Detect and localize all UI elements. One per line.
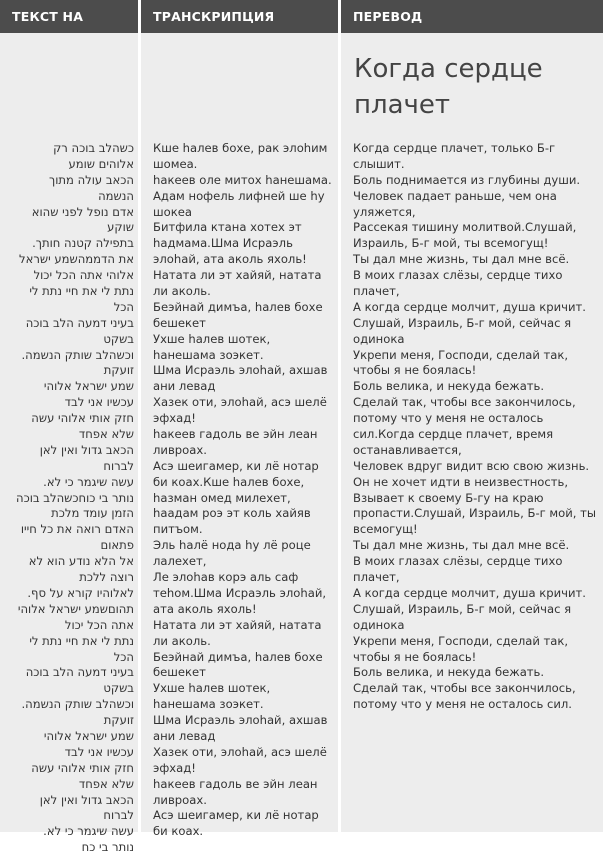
transcription-line: Ле элоhав корэ аль саф <box>153 570 299 585</box>
transcription-line: теhом.Шма Исраэль элоhай, <box>153 585 327 600</box>
translation-line: одинока <box>353 331 405 346</box>
transcription-line: шомеа. <box>153 156 198 171</box>
translation-line: одинока <box>353 617 405 632</box>
hebrew-line: לברוח <box>103 458 134 473</box>
translation-line: потому что у меня не осталось сил. <box>353 697 572 712</box>
hebrew-line: הכאב עולה מתוך <box>49 172 134 187</box>
transcription-line: hакеев оле митох hанешама. <box>153 172 332 187</box>
header-transcription: ТРАНСКРИПЦИЯ <box>141 0 338 33</box>
hebrew-line: הנשמה <box>98 188 134 203</box>
hebrew-line: זועקת <box>103 363 134 378</box>
hebrew-line: בשקט <box>103 681 134 696</box>
hebrew-line: לאלוהיו קורא על סף. <box>27 585 134 600</box>
hebrew-line: כשהלב בוכה רק <box>53 141 134 155</box>
hebrew-line: הכל <box>113 649 134 664</box>
hebrew-line: עכשיו אני לבד <box>64 744 134 759</box>
translation-line: Боль велика, и некуда бежать. <box>353 665 545 680</box>
transcription-line: Хазек оти, элоhай, асэ шелё <box>153 744 327 759</box>
transcription-line: питъом. <box>153 522 203 537</box>
transcription-line: Шма Исраэль элоhай, ахшав <box>153 713 328 728</box>
hebrew-line: הזמן עומד מלכת <box>51 506 134 521</box>
hebrew-line: עכשיו אני לבד <box>64 395 134 410</box>
transcription-line: эфхад! <box>153 411 196 426</box>
translation-line: Взывает к своему Б-гу на краю <box>353 490 544 505</box>
transcription-line: ли аколь. <box>153 284 211 299</box>
translation-line: чтобы я не боялась! <box>353 363 477 378</box>
hebrew-line: אל הלא נודע הוא לא <box>28 554 134 569</box>
translation-line: Сделай так, чтобы все закончилось, <box>353 395 576 410</box>
hebrew-line: בעיני דמעה הלב בוכה <box>25 665 134 680</box>
hebrew-line: עשה שיגמר כי לא. <box>43 474 134 489</box>
transcription-line: ани левад <box>153 728 216 743</box>
hebrew-line: חזק אותי אלוהי עשה <box>31 760 134 775</box>
hebrew-line: אתה הכל יכול <box>64 617 134 632</box>
hebrew-line: נתת לי את חיי נתת לי <box>29 284 134 299</box>
translation-line: Человек вдруг видит всю свою жизнь. <box>353 458 590 473</box>
song-title <box>354 51 543 123</box>
transcription-line: hанешама зоэкет. <box>153 347 264 362</box>
transcription-line: лалехет, <box>153 554 207 569</box>
transcription-line: hаадам роэ эт коль хайяв <box>153 506 311 521</box>
hebrew-line: הכל <box>113 299 134 314</box>
translation-line: А когда сердце молчит, душа кричит. <box>353 585 586 600</box>
translation-line: Рассекая тишину молитвой.Слушай, <box>353 220 577 235</box>
translation-line: Сделай так, чтобы все закончилось, <box>353 681 576 696</box>
translation-line: Боль велика, и некуда бежать. <box>353 379 545 394</box>
hebrew-line: תהוםשמע ישראל אלוהי <box>17 601 134 616</box>
translation-line: всемогущ! <box>353 522 418 537</box>
hebrew-line: נותר בי כח <box>81 840 134 855</box>
translation-line: плачет, <box>353 284 400 299</box>
hebrew-line: בשקט <box>103 331 134 346</box>
hebrew-line: פתאום <box>100 538 134 553</box>
song-title-line: плачет <box>354 90 451 120</box>
hebrew-line: וכשהלב שותק הנשמה. <box>21 347 134 362</box>
translation-line: Укрепи меня, Господи, сделай так, <box>353 633 569 648</box>
hebrew-line: שלא אפחד <box>78 776 134 791</box>
hebrew-line: רוצה ללכת <box>79 570 134 585</box>
transcription-line: ата аколь яхоль! <box>153 601 257 616</box>
translation-line: В моих глазах слёзы, сердце тихо <box>353 268 563 283</box>
translation-line: Израиль, Б-г мой, ты всемогущ! <box>353 236 549 251</box>
transcription-line: би коах. <box>153 824 204 839</box>
translation-line: уляжется, <box>353 204 416 219</box>
hebrew-line: נותר בי כוחכשהלב בוכה <box>16 490 134 505</box>
transcription-line: Адам нофель лифней ше hу <box>153 188 325 203</box>
translation-line: В моих глазах слёзы, сердце тихо <box>353 554 563 569</box>
hebrew-line: זועקת <box>103 713 134 728</box>
hebrew-line: נתת לי את חיי נתת לי <box>29 633 134 648</box>
transcription-line: Битфила ктана хотех эт <box>153 220 302 235</box>
hebrew-line: שוקע <box>107 220 134 235</box>
transcription-line: бешекет <box>153 315 206 330</box>
hebrew-line: חזק אותי אלוהי עשה <box>31 411 134 426</box>
translation-line: Ты дал мне жизнь, ты дал мне всё. <box>353 252 570 267</box>
transcription-line: би коах.Кше hалев бохе, <box>153 474 305 489</box>
transcription-line: Асэ шеигамер, ки лё нотар <box>153 808 319 823</box>
transcription-line: hанешама зоэкет. <box>153 697 264 712</box>
hebrew-line: הכאב גדול ואין לאן <box>39 442 134 457</box>
transcription-line: ли аколь. <box>153 633 211 648</box>
hebrew-line: שמע ישראל אלוהי <box>43 728 134 743</box>
transcription-line: Ухше hалев шотек, <box>153 681 271 696</box>
translation-line: Слушай, Израиль, Б-г мой, сейчас я <box>353 601 572 616</box>
translation-line: останавливается, <box>353 442 462 457</box>
hebrew-line: אלוהים שומע <box>68 156 134 171</box>
translation-line: Боль поднимается из глубины души. <box>353 172 581 187</box>
transcription-line: Асэ шеигамер, ки лё нотар <box>153 458 319 473</box>
translation-line: Человек падает раньше, чем она <box>353 188 557 203</box>
translation-line: Укрепи меня, Господи, сделай так, <box>353 347 569 362</box>
transcription-line: Натата ли эт хайяй, натата <box>153 268 322 283</box>
hebrew-line: אלוהי אתה הכל יכול <box>33 268 134 283</box>
transcription-line: hакеев гадоль ве эйн леан <box>153 776 318 791</box>
hebrew-line: האדם רואה את כל חייו <box>20 522 134 537</box>
transcription-line: ливроах. <box>153 442 207 457</box>
transcription-line: Эль hалё нода hу лё роце <box>153 538 311 553</box>
hebrew-line: עשה שיגמר כי לא. <box>43 824 134 839</box>
translation-line: пропасти.Слушай, Израиль, Б-г мой, ты <box>353 506 597 521</box>
transcription-line: Ухше hалев шотек, <box>153 331 271 346</box>
translation-line: Слушай, Израиль, Б-г мой, сейчас я <box>353 315 572 330</box>
header-hebrew: ТЕКСТ НА <box>0 0 138 33</box>
transcription-line: бешекет <box>153 665 206 680</box>
hebrew-line: בתפילה קטנה חותך. <box>32 236 134 251</box>
transcription-line: hадмама.Шма Исраэль <box>153 236 293 251</box>
translation-line: Когда сердце плачет, только Б-г <box>353 141 556 155</box>
transcription-line: hазман омед милехет, <box>153 490 291 505</box>
transcription-line: шокеа <box>153 204 192 219</box>
transcription-line: Шма Исраэль элоhай, ахшав <box>153 363 328 378</box>
hebrew-text <box>6 141 134 856</box>
hebrew-line: אדם נופל לפני שהוא <box>31 204 134 219</box>
song-title-line: Когда сердце <box>354 54 543 84</box>
hebrew-line: בעיני דמעה הלב בוכה <box>25 315 134 330</box>
transcription-line: эфхад! <box>153 760 196 775</box>
transcription-line: элоhай, ата аколь яхоль! <box>153 252 307 267</box>
header-translation: ПЕРЕВОД <box>341 0 603 33</box>
hebrew-line: שמע ישראל אלוהי <box>43 379 134 394</box>
translation-line: Он не хочет идти в неизвестность, <box>353 474 569 489</box>
translation-line: Ты дал мне жизнь, ты дал мне всё. <box>353 538 570 553</box>
transcription-line: Натата ли эт хайяй, натата <box>153 617 322 632</box>
hebrew-line: שלא אפחד <box>78 427 134 442</box>
transcription-line: Беэйнай димъа, hалев бохе <box>153 299 323 314</box>
translation-line: плачет, <box>353 570 400 585</box>
hebrew-line: הכאב גדול ואין לאן <box>39 792 134 807</box>
translation-line: потому что у меня не осталось <box>353 411 544 426</box>
hebrew-line: וכשהלב שותק הנשמה. <box>21 697 134 712</box>
translation-line: сил.Когда сердце плачет, время <box>353 427 554 442</box>
transcription-line: Хазек оти, элоhай, асэ шелё <box>153 395 327 410</box>
transcription-line: Беэйнай димъа, hалев бохе <box>153 649 323 664</box>
translation-line: чтобы я не боялась! <box>353 649 477 664</box>
transcription-line: ливроах. <box>153 792 207 807</box>
translation-text <box>353 141 596 713</box>
transcription-line: ани левад <box>153 379 216 394</box>
transcription-line: hакеев гадоль ве эйн леан <box>153 427 318 442</box>
hebrew-line: את הדממהשמע ישראל <box>18 252 134 267</box>
transcription-text <box>153 141 332 840</box>
translation-line: А когда сердце молчит, душа кричит. <box>353 299 586 314</box>
translation-line: слышит. <box>353 156 405 171</box>
transcription-line: Кше hалев бохе, рак элоhим <box>153 141 328 155</box>
hebrew-line: לברוח <box>103 808 134 823</box>
